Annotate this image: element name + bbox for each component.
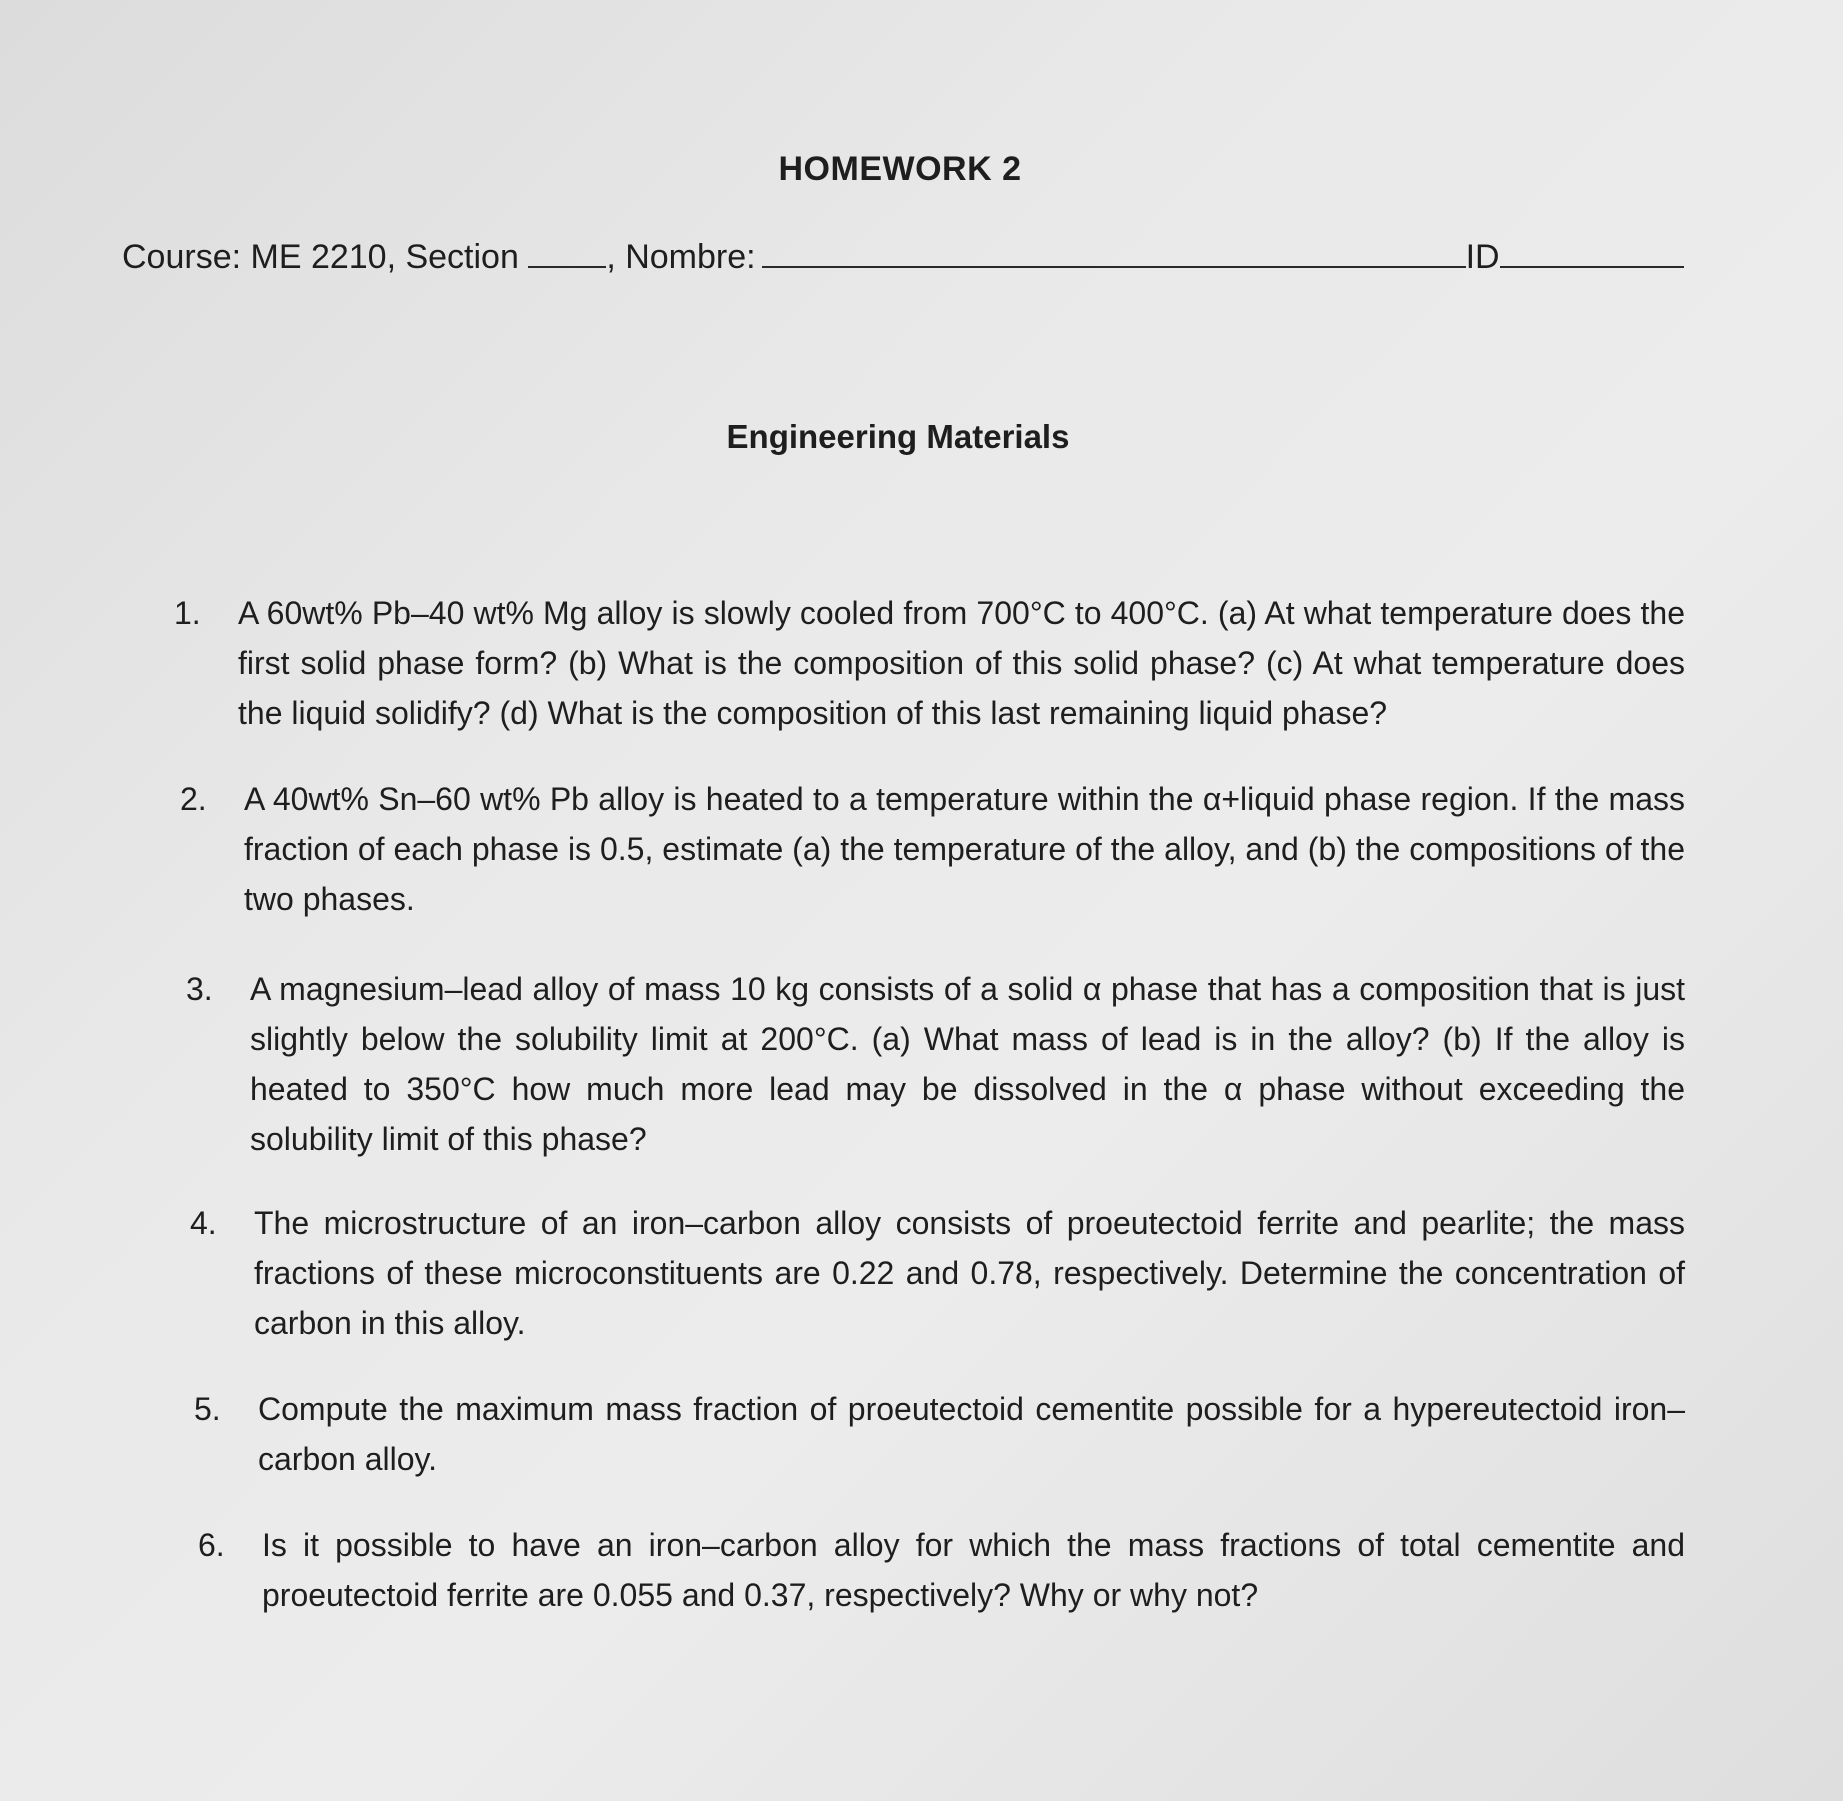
question-number: 5. bbox=[194, 1391, 221, 1427]
page-subtitle: Engineering Materials bbox=[726, 418, 1070, 455]
question-1 bbox=[170, 588, 1685, 738]
question-number: 1. bbox=[174, 595, 201, 631]
question-number: 2. bbox=[180, 781, 207, 817]
question-text: The microstructure of an iron–carbon alloy consists of proeutectoid ferrite and pearlite; the mass fractions of these microconstituents are 0.22 and 0.78, respectively. Determine the concentration of carbon in this alloy. bbox=[254, 1205, 1685, 1341]
id-label: ID bbox=[1465, 238, 1500, 276]
question-text: Is it possible to have an iron–carbon alloy for which the mass fractions of total cementite and proeutectoid ferrite are 0.055 and 0.37, respectively? Why or why not? bbox=[262, 1527, 1685, 1613]
question-4 bbox=[186, 1198, 1685, 1348]
student-info-line bbox=[122, 238, 1682, 277]
name-label: , Nombre: bbox=[606, 238, 756, 276]
question-6 bbox=[194, 1520, 1685, 1620]
page-title: HOMEWORK 2 bbox=[778, 150, 1022, 188]
question-text: A 60wt% Pb–40 wt% Mg alloy is slowly cooled from 700°C to 400°C. (a) At what temperature does the first solid phase form? (b) What is the composition of this solid phase? (c) At what temperature does the liquid solidify? (d) What is the composition of this last remaining liquid phase? bbox=[238, 595, 1685, 731]
question-2 bbox=[176, 774, 1685, 924]
id-blank bbox=[1500, 238, 1684, 268]
course-label: Course: ME 2210, Section bbox=[122, 238, 529, 276]
name-blank bbox=[762, 238, 1466, 268]
question-5 bbox=[190, 1384, 1685, 1484]
question-number: 3. bbox=[186, 971, 213, 1007]
question-number: 4. bbox=[190, 1205, 217, 1241]
question-text: A magnesium–lead alloy of mass 10 kg consists of a solid α phase that has a composition that is just slightly below the solubility limit at 200°C. (a) What mass of lead is in the alloy? (b) If the alloy is heated to 350°C how much more lead may be dissolved in the α phase without exceeding the solubility limit of this phase? bbox=[250, 971, 1685, 1157]
question-3 bbox=[182, 964, 1685, 1164]
section-blank bbox=[528, 238, 606, 268]
question-text: Compute the maximum mass fraction of proeutectoid cementite possible for a hypereutectoid iron–carbon alloy. bbox=[258, 1391, 1685, 1477]
question-list bbox=[170, 588, 1685, 1660]
question-text: A 40wt% Sn–60 wt% Pb alloy is heated to a temperature within the α+liquid phase region. If the mass fraction of each phase is 0.5, estimate (a) the temperature of the alloy, and (b) the compositions of the two phases. bbox=[244, 781, 1685, 917]
question-number: 6. bbox=[198, 1527, 225, 1563]
